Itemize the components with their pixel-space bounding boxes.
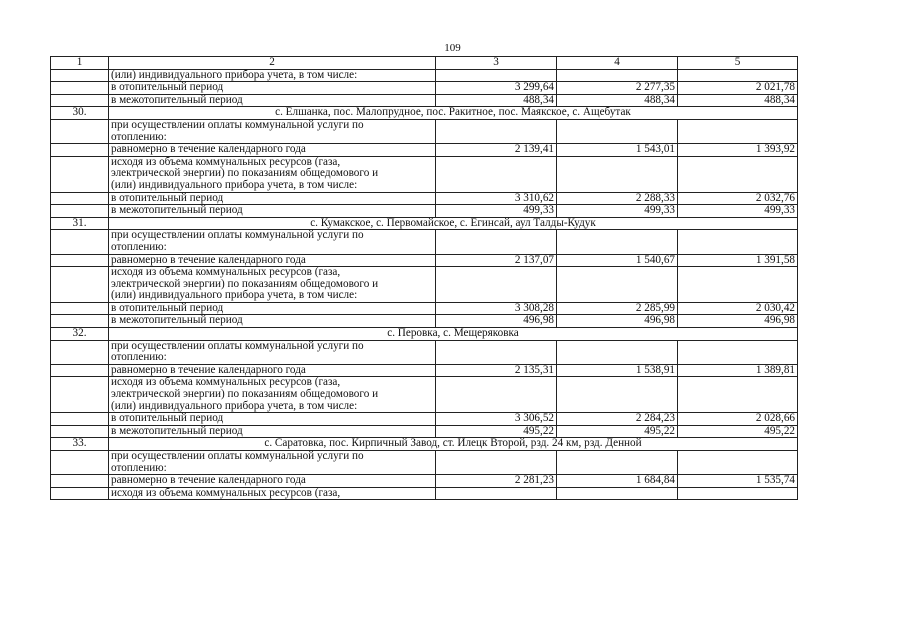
value-cell: 496,98	[678, 315, 798, 328]
value-cell: 2 135,31	[436, 364, 557, 377]
row-description: равномерно в течение календарного года	[109, 254, 436, 267]
value-cell: 499,33	[678, 205, 798, 218]
table-row	[51, 254, 798, 267]
value-cell	[557, 267, 678, 303]
value-cell: 1 540,67	[557, 254, 678, 267]
table-row	[51, 413, 798, 426]
value-cell: 2 281,23	[436, 475, 557, 488]
row-description: при осуществлении оплаты коммунальной услуги по отоплению:	[109, 451, 436, 475]
value-cell: 488,34	[436, 94, 557, 107]
table-row	[51, 82, 798, 95]
value-cell	[436, 156, 557, 192]
section-title: с. Кумакское, с. Первомайское, с. Егинсай, аул Талды-Кудук	[109, 217, 798, 230]
table-row	[51, 192, 798, 205]
value-cell	[557, 119, 678, 143]
row-number-cell	[51, 413, 109, 426]
row-description: в межотопительный период	[109, 425, 436, 438]
row-description: в межотопительный период	[109, 315, 436, 328]
column-header: 2	[109, 57, 436, 70]
table-row	[51, 144, 798, 157]
row-description: при осуществлении оплаты коммунальной услуги по отоплению:	[109, 340, 436, 364]
row-number-cell	[51, 475, 109, 488]
value-cell	[557, 377, 678, 413]
value-cell	[678, 156, 798, 192]
value-cell	[678, 487, 798, 500]
table-row	[51, 156, 798, 192]
column-header: 1	[51, 57, 109, 70]
row-description: в отопительный период	[109, 302, 436, 315]
column-header-row	[51, 57, 798, 70]
section-row	[51, 328, 798, 341]
value-cell: 3 299,64	[436, 82, 557, 95]
value-cell	[436, 267, 557, 303]
table-row	[51, 302, 798, 315]
section-title: с. Саратовка, пос. Кирпичный Завод, ст. Илецк Второй, рзд. 24 км, рзд. Денной	[109, 438, 798, 451]
row-number-cell	[51, 82, 109, 95]
row-description: равномерно в течение календарного года	[109, 364, 436, 377]
row-number-cell	[51, 254, 109, 267]
table-row	[51, 267, 798, 303]
value-cell	[557, 487, 678, 500]
table-row	[51, 425, 798, 438]
row-number-cell	[51, 192, 109, 205]
row-number-cell	[51, 230, 109, 254]
value-cell	[678, 230, 798, 254]
row-number-cell	[51, 425, 109, 438]
row-description: исходя из объема коммунальных ресурсов (газа,	[109, 487, 436, 500]
value-cell: 496,98	[557, 315, 678, 328]
row-number-cell	[51, 340, 109, 364]
value-cell: 495,22	[557, 425, 678, 438]
value-cell: 495,22	[678, 425, 798, 438]
value-cell	[678, 377, 798, 413]
value-cell: 1 543,01	[557, 144, 678, 157]
row-description: при осуществлении оплаты коммунальной услуги по отоплению:	[109, 119, 436, 143]
row-description: равномерно в течение календарного года	[109, 144, 436, 157]
row-description: при осуществлении оплаты коммунальной услуги по отоплению:	[109, 230, 436, 254]
tariff-table	[50, 56, 798, 500]
value-cell: 499,33	[557, 205, 678, 218]
value-cell	[436, 451, 557, 475]
column-header: 5	[678, 57, 798, 70]
row-description: в отопительный период	[109, 82, 436, 95]
value-cell: 1 393,92	[678, 144, 798, 157]
value-cell	[678, 267, 798, 303]
value-cell	[557, 156, 678, 192]
value-cell	[436, 487, 557, 500]
value-cell	[436, 230, 557, 254]
row-number-cell	[51, 364, 109, 377]
row-number-cell	[51, 451, 109, 475]
table-row	[51, 340, 798, 364]
table-row	[51, 475, 798, 488]
value-cell	[436, 119, 557, 143]
value-cell	[436, 377, 557, 413]
value-cell	[678, 119, 798, 143]
row-number-cell	[51, 302, 109, 315]
value-cell	[436, 340, 557, 364]
value-cell: 2 277,35	[557, 82, 678, 95]
page-number: 109	[444, 42, 461, 54]
row-description: в отопительный период	[109, 192, 436, 205]
value-cell	[678, 69, 798, 82]
value-cell: 495,22	[436, 425, 557, 438]
section-title: с. Перовка, с. Мещеряковка	[109, 328, 798, 341]
value-cell: 2 028,66	[678, 413, 798, 426]
value-cell: 488,34	[557, 94, 678, 107]
value-cell: 2 030,42	[678, 302, 798, 315]
table-row	[51, 119, 798, 143]
table-row	[51, 205, 798, 218]
section-row	[51, 107, 798, 120]
value-cell: 1 538,91	[557, 364, 678, 377]
value-cell: 499,33	[436, 205, 557, 218]
value-cell	[436, 69, 557, 82]
row-number-cell	[51, 205, 109, 218]
row-description: (или) индивидуального прибора учета, в том числе:	[109, 69, 436, 82]
section-number: 30.	[51, 107, 109, 120]
value-cell: 2 137,07	[436, 254, 557, 267]
section-number: 31.	[51, 217, 109, 230]
row-number-cell	[51, 315, 109, 328]
value-cell	[678, 340, 798, 364]
value-cell: 2 032,76	[678, 192, 798, 205]
value-cell	[557, 340, 678, 364]
table-row	[51, 315, 798, 328]
value-cell: 2 139,41	[436, 144, 557, 157]
row-description: исходя из объема коммунальных ресурсов (газа, электрической энергии) по показаниям общедомового и (или) индивидуального прибора учета, в том числе:	[109, 156, 436, 192]
value-cell: 2 285,99	[557, 302, 678, 315]
value-cell: 1 389,81	[678, 364, 798, 377]
row-number-cell	[51, 94, 109, 107]
value-cell: 488,34	[678, 94, 798, 107]
value-cell	[557, 69, 678, 82]
table-row	[51, 487, 798, 500]
value-cell	[678, 451, 798, 475]
row-number-cell	[51, 119, 109, 143]
value-cell: 1 535,74	[678, 475, 798, 488]
value-cell: 3 306,52	[436, 413, 557, 426]
table-row	[51, 364, 798, 377]
value-cell: 1 391,58	[678, 254, 798, 267]
column-header: 4	[557, 57, 678, 70]
row-description: в межотопительный период	[109, 94, 436, 107]
section-number: 33.	[51, 438, 109, 451]
section-row	[51, 438, 798, 451]
table-row	[51, 377, 798, 413]
table-row	[51, 94, 798, 107]
table-row	[51, 230, 798, 254]
row-description: равномерно в течение календарного года	[109, 475, 436, 488]
row-description: в отопительный период	[109, 413, 436, 426]
value-cell	[557, 230, 678, 254]
row-number-cell	[51, 156, 109, 192]
row-number-cell	[51, 487, 109, 500]
value-cell: 496,98	[436, 315, 557, 328]
value-cell: 2 288,33	[557, 192, 678, 205]
row-description: в межотопительный период	[109, 205, 436, 218]
value-cell: 3 308,28	[436, 302, 557, 315]
value-cell: 1 684,84	[557, 475, 678, 488]
row-number-cell	[51, 69, 109, 82]
value-cell: 3 310,62	[436, 192, 557, 205]
value-cell	[557, 451, 678, 475]
section-row	[51, 217, 798, 230]
row-description: исходя из объема коммунальных ресурсов (газа, электрической энергии) по показаниям общедомового и (или) индивидуального прибора учета, в том числе:	[109, 267, 436, 303]
value-cell: 2 021,78	[678, 82, 798, 95]
row-number-cell	[51, 377, 109, 413]
value-cell: 2 284,23	[557, 413, 678, 426]
row-description: исходя из объема коммунальных ресурсов (газа, электрической энергии) по показаниям общедомового и (или) индивидуального прибора учета, в том числе:	[109, 377, 436, 413]
row-number-cell	[51, 267, 109, 303]
row-number-cell	[51, 144, 109, 157]
section-title: с. Елшанка, пос. Малопрудное, пос. Ракитное, пос. Маякское, с. Ащебутак	[109, 107, 798, 120]
table-row	[51, 69, 798, 82]
column-header: 3	[436, 57, 557, 70]
table-row	[51, 451, 798, 475]
section-number: 32.	[51, 328, 109, 341]
